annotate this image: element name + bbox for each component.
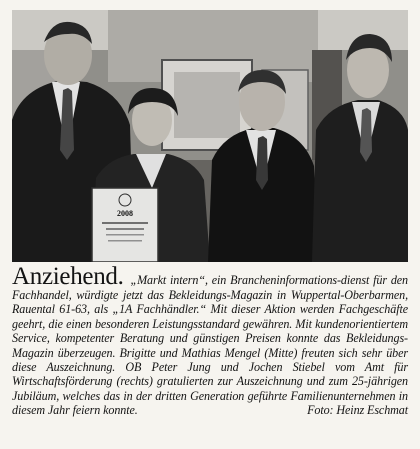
photo-caption	[12, 263, 408, 418]
certificate-year: 2008	[117, 209, 133, 218]
caption-headline: Anziehend.	[12, 263, 124, 290]
press-photo	[12, 10, 408, 262]
caption-body: „Markt intern“, ein Brancheninformations-dienst für den Fachhandel, würdigte jetzt das Bekleidungs-Magazin in Wuppertal-Oberbarmen, Rauental 61-63, als „1A Fachhändler.“ Mit dieser Aktion werden Fachgeschäfte geehrt, die einen besonderen Leistungsstandard gewähren. Mit kundenorientiertem Service, kompetenter Beratung und günstigen Preisen konnte das Bekleidungs-Magazin überzeugen. Brigitte und Mathias Mengel (Mitte) freuten sich sehr über diese Auszeichnung. OB Peter Jung und Jochen Stiebel vom Amt für Wirtschaftsförderung (rechts) gratulierten zur Auszeichnung und zum 25-jährigen Jubiläum, welches das in der dritten Generation geführte Familienunternehmen in diesem Jahr feiern konnte.	[12, 273, 408, 418]
photo-credit: Foto: Heinz Eschmat	[307, 403, 408, 418]
